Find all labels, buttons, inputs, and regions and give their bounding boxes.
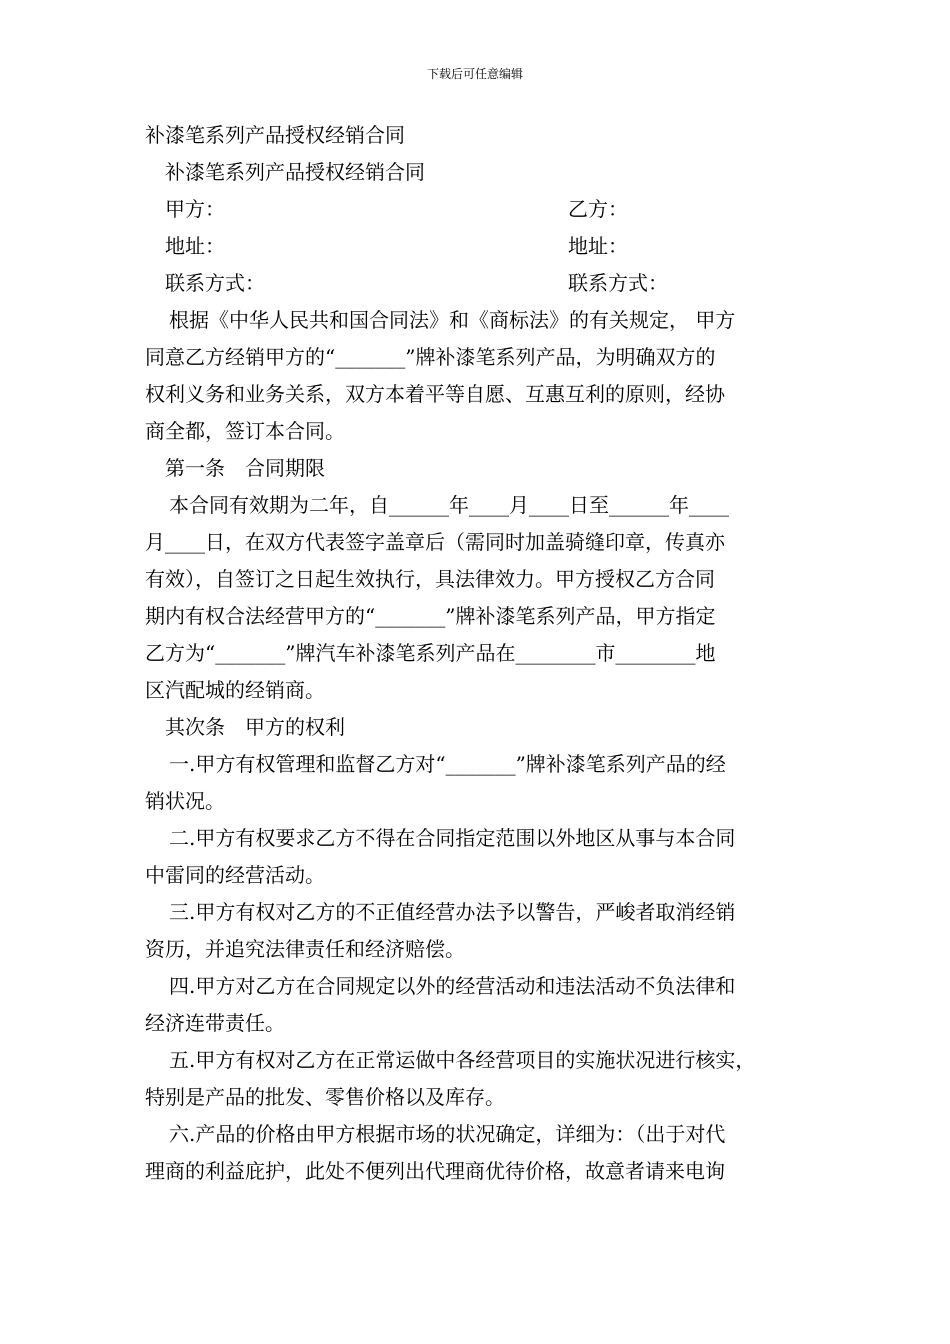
preamble-line: 商全都，签订本合同。 (145, 419, 345, 443)
article-2-item (145, 1116, 810, 1190)
article-2-item-line: 资历，并追究法律责任和经济赔偿。 (145, 937, 465, 961)
article-2-item-line: 特别是产品的批发、零售价格以及库存。 (145, 1085, 505, 1109)
preamble-line: 权利义务和业务关系，双方本着平等自愿、互惠互利的原则，经协 (145, 382, 725, 406)
article-2-title: 其次条 甲方的权利 (165, 715, 345, 739)
contact-b-label: 联系方式： (568, 271, 668, 295)
party-a-label: 甲方： (165, 197, 225, 221)
article-1-title: 第一条 合同期限 (165, 456, 325, 480)
preamble-line: 同意乙方经销甲方的“_______”牌补漆笔系列产品，为明确双方的 (145, 345, 716, 369)
address-row (145, 228, 810, 265)
article-1-line: 期内有权合法经营甲方的“_______”牌补漆笔系列产品，甲方指定 (145, 604, 716, 628)
article-2-item-line: 一.甲方有权管理和监督乙方对“_______”牌补漆笔系列产品的经 (169, 752, 726, 776)
party-row (145, 191, 810, 228)
article-2-item (145, 968, 810, 1042)
article-2-item-line: 理商的利益庇护，此处不便列出代理商优待价格，故意者请来电询 (145, 1159, 725, 1183)
article-2-item (145, 894, 810, 968)
page-header-note: 下载后可任意编辑 (426, 67, 523, 81)
article-1-paragraph (145, 487, 810, 709)
preamble-line: 根据《中华人民共和国合同法》和《商标法》的有关规定， 甲方 (169, 308, 736, 332)
article-2-item-line: 经济连带责任。 (145, 1011, 285, 1035)
preamble-paragraph (145, 302, 810, 450)
contact-row (145, 265, 810, 302)
document-title: 补漆笔系列产品授权经销合同 (145, 123, 405, 147)
article-2-item-line: 三.甲方有权对乙方的不正值经营办法予以警告，严峻者取消经销 (169, 900, 736, 924)
article-2-item-line: 五.甲方有权对乙方在正常运做中各经营项目的实施状况进行核实， (169, 1048, 756, 1072)
article-2-item-line: 六.产品的价格由甲方根据市场的状况确定，详细为：（出于对代 (169, 1122, 726, 1146)
address-b-label: 地址： (568, 234, 628, 258)
article-1-line: 有效），自签订之日起生效执行，具法律效力。甲方授权乙方合同 (145, 567, 715, 591)
party-b-label: 乙方： (568, 197, 628, 221)
document-subtitle: 补漆笔系列产品授权经销合同 (165, 160, 425, 184)
article-1-line: 乙方为“_______”牌汽车补漆笔系列产品在________市________地 (145, 641, 716, 665)
article-2-item-line: 中雷同的经营活动。 (145, 863, 325, 887)
article-1-line: 区汽配城的经销商。 (145, 678, 325, 702)
article-2-item-line: 二.甲方有权要求乙方不得在合同指定范围以外地区从事与本合同 (169, 826, 736, 850)
article-2-item (145, 820, 810, 894)
article-2-item-line: 销状况。 (145, 789, 225, 813)
article-1-line: 本合同有效期为二年，自______年____月____日至______年____ (169, 493, 729, 517)
address-a-label: 地址： (165, 234, 225, 258)
article-2-item (145, 746, 810, 820)
article-1-line: 月____日，在双方代表签字盖章后（需同时加盖骑缝印章，传真亦 (145, 530, 725, 554)
article-2-item (145, 1042, 810, 1116)
article-2-item-line: 四.甲方对乙方在合同规定以外的经营活动和违法活动不负法律和 (169, 974, 736, 998)
document-body (145, 117, 810, 1190)
contact-a-label: 联系方式： (165, 271, 265, 295)
